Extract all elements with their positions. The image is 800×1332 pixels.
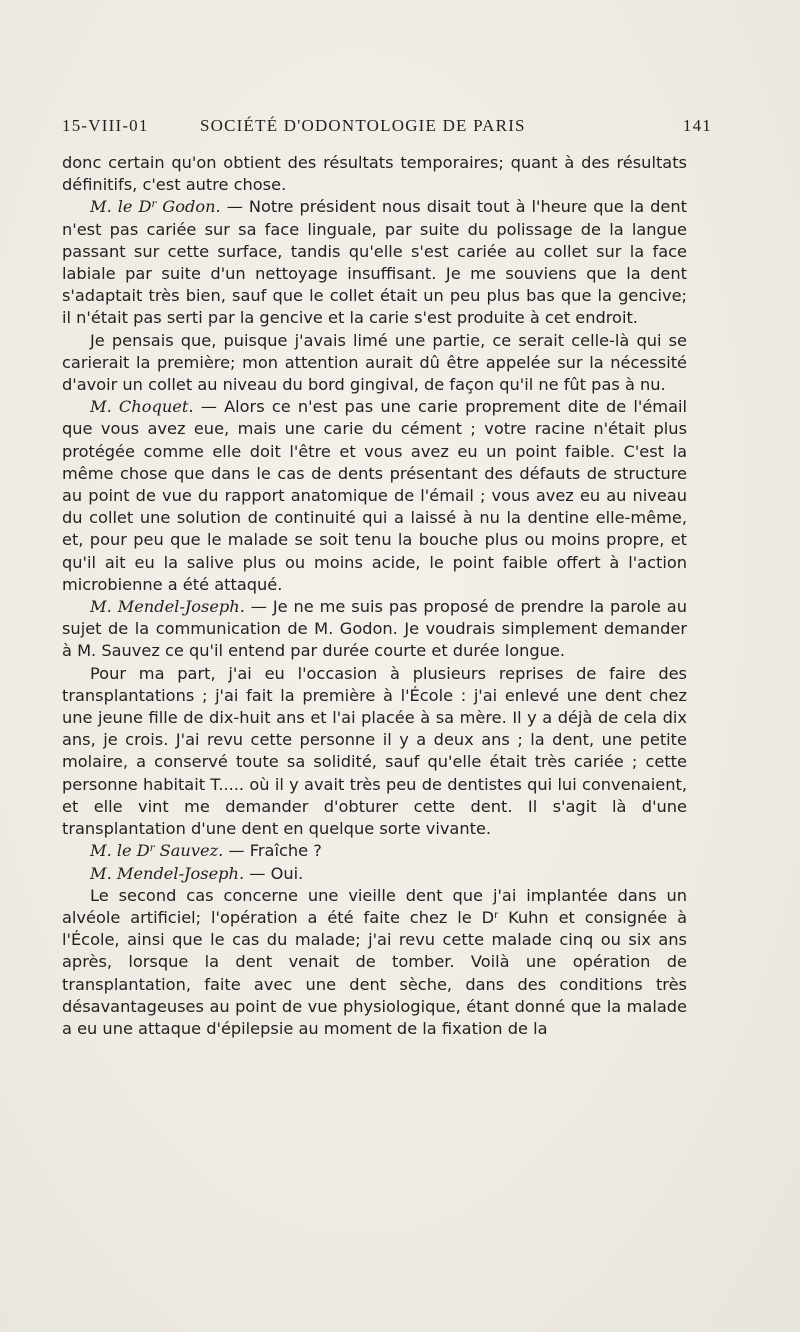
paragraph-text: — Alors ce n'est pas une carie proprement dite de l'émail que vous avez eue, mais une carie du cément ; votre racine n'était plus protégée comme elle doit l'être et vous avez eu un point faible. C'est la même chose que dans le cas de dents présentant des défauts de structure au point de vue du rapport anatomique de l'émail ; vous avez eu au niveau du collet une solution de continuité qui a laissé à nu la dentine elle-même, et, pour peu que le malade se soit tenu la bouche plus ou moins propre, et qu'il ait eu la salive plus ou moins acide, le point faible offert à l'action microbienne a été attaqué. (62, 397, 687, 594)
paragraph-text: — Notre président nous disait tout à l'heure que la dent n'est pas cariée sur sa face linguale, par suite du polissage de la langue passant sur cette surface, tandis qu'elle s'est cariée au collet sur la face labiale par suite d'un nettoyage insuffisant. Je me souviens que la dent s'adaptait très bien, sauf que le collet était un peu plus bas que la gencive; il n'était pas serti par la gencive et la carie s'est produite à cet endroit. (62, 197, 687, 328)
paragraph-5 (62, 596, 687, 663)
paragraph-8 (62, 863, 687, 885)
paragraph-text: Pour ma part, j'ai eu l'occasion à plusieurs reprises de faire des transplantations ; j'ai fait la première à l'École : j'ai enlevé une dent chez une jeune fille de dix-huit ans et l'ai placée à sa mère. Il y a déjà de cela dix ans, je crois. J'ai revu cette personne il y a deux ans ; la dent, une petite molaire, a conservé toute sa solidité, sauf qu'elle était très cariée ; cette personne habitait T..... où il y avait très peu de dentistes qui lui convenaient, et elle vint me demander d'obturer cette dent. Il s'agit là d'une transplantation d'une dent en quelque sorte vivante. (62, 663, 687, 839)
paragraph-text: Je pensais que, puisque j'avais limé une partie, ce serait celle-là qui se carierait la première; mon attention aurait dû être appelée sur la nécessité d'avoir un collet au niveau du bord gingival, de façon qu'il ne fût pas à nu. (62, 330, 687, 395)
paragraph-text: — Oui. (249, 863, 304, 883)
paragraph-text: — Fraîche ? (228, 841, 322, 861)
paragraph-text: — Je ne me suis pas proposé de prendre la parole au sujet de la communication de M. Godon. Je voudrais simplement demander à M. Sauvez ce qu'il entend par durée courte et durée longue. (62, 597, 687, 661)
paragraph-6 (62, 663, 687, 841)
paragraph-9 (62, 885, 687, 1040)
paragraph-text: donc certain qu'on obtient des résultats temporaires; quant à des résultats définitifs, c'est autre chose. (62, 153, 687, 195)
speaker-name: M. Mendel-Joseph. (90, 863, 245, 883)
body-text (62, 152, 687, 1040)
running-header (62, 116, 712, 142)
page-number: 141 (682, 116, 712, 135)
session-date: 15-VIII-01 (62, 116, 149, 135)
speaker-name: M. le $D^r$ Godon. (90, 197, 221, 217)
speaker-name: M. Mendel-Joseph. (90, 597, 245, 617)
paragraph-3 (62, 330, 687, 397)
paragraph-2 (62, 196, 687, 329)
speaker-name: M. le $D^r$ Sauvez. (90, 841, 224, 861)
running-title: SOCIÉTÉ D'ODONTOLOGIE DE PARIS (200, 116, 526, 135)
paragraph-1 (62, 152, 687, 196)
speaker-name: M. Choquet. (90, 397, 194, 417)
paragraph-7 (62, 840, 687, 862)
paragraph-text: Le second cas concerne une vieille dent que j'ai implantée dans un alvéole artificiel; l'opération a été faite chez le $D^r$ Kuhn et consignée à l'École, ainsi que le cas du malade; j'ai revu cette malade cinq ou six ans après, lorsque la dent venait de tomber. Voilà une opération de transplantation, faite avec une dent sèche, dans des conditions très désavantageuses au point de vue physiologique, étant donné que la malade a eu une attaque d'épilepsie au moment de la fixation de la (62, 885, 687, 1038)
paragraph-4 (62, 396, 687, 596)
